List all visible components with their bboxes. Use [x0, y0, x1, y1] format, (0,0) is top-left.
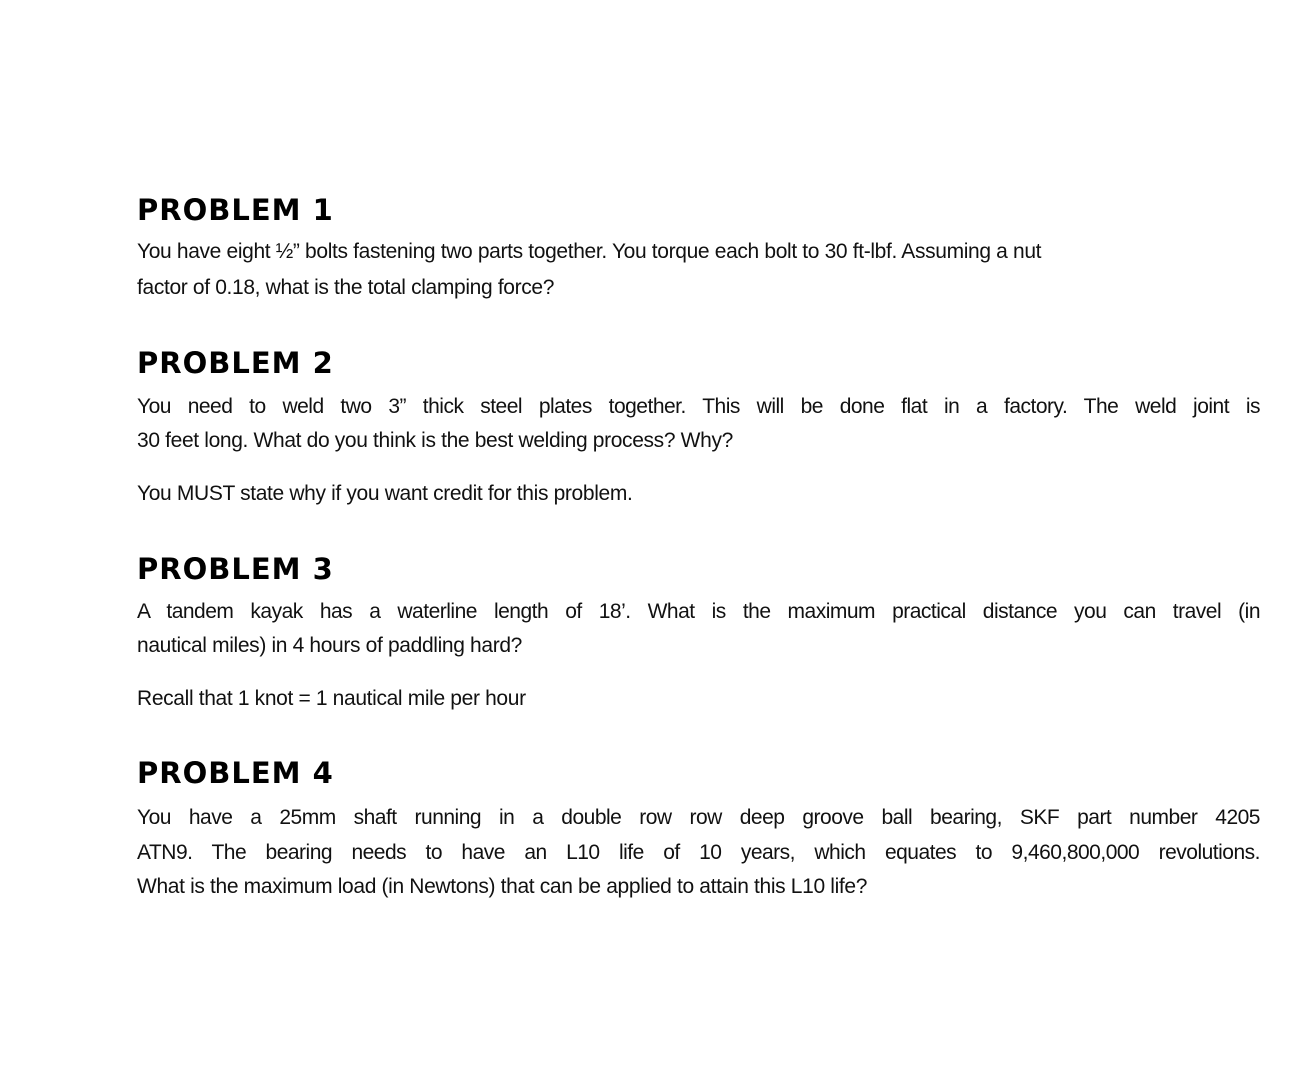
problem-3-note: Recall that 1 knot = 1 nautical mile per hour: [137, 687, 526, 710]
problem-3-heading: PROBLEM 3: [137, 552, 334, 586]
problem-2-note: You MUST state why if you want credit for this problem.: [137, 482, 633, 505]
problem-4-text-line: ATN9. The bearing needs to have an L10 life of 10 years, which equates to 9,460,800,000 revolutions.: [137, 841, 1260, 864]
problem-4-text-line: You have a 25mm shaft running in a double row row deep groove ball bearing, SKF part number 4205: [137, 806, 1260, 829]
problem-1-text-line: You have eight ½” bolts fastening two parts together. You torque each bolt to 30 ft-lbf. Assuming a nut: [137, 240, 1042, 263]
problem-2-text-line: You need to weld two 3” thick steel plates together. This will be done flat in a factory. The weld joint is: [137, 395, 1260, 418]
problem-1-heading: PROBLEM 1: [137, 193, 334, 227]
problem-3-text-line: A tandem kayak has a waterline length of 18’. What is the maximum practical distance you can travel (in: [137, 600, 1260, 623]
problem-1-text-line: factor of 0.18, what is the total clamping force?: [137, 276, 555, 299]
problem-2-text-line: 30 feet long. What do you think is the best welding process? Why?: [137, 429, 733, 452]
problem-3-text-line: nautical miles) in 4 hours of paddling hard?: [137, 634, 523, 657]
problem-4-heading: PROBLEM 4: [137, 756, 334, 790]
problem-4-text-line: What is the maximum load (in Newtons) that can be applied to attain this L10 life?: [137, 875, 868, 898]
problem-2-heading: PROBLEM 2: [137, 346, 334, 380]
